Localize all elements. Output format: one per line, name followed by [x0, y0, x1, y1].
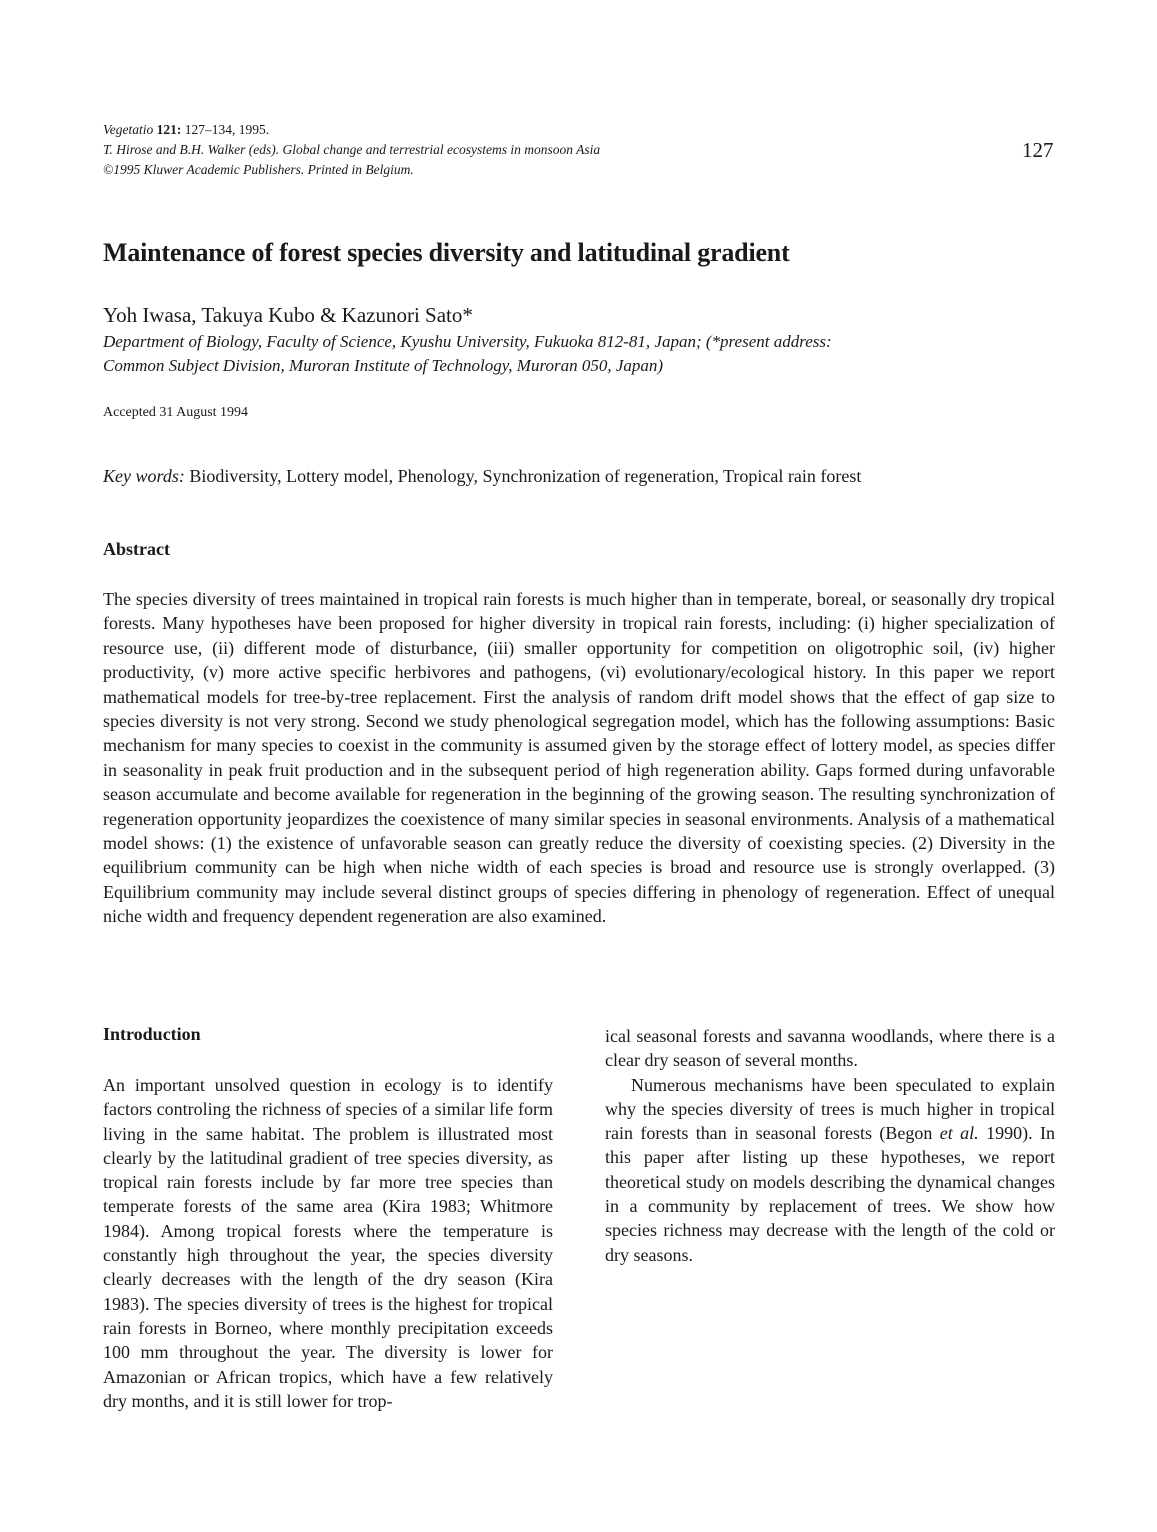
volume: 121: [156, 122, 182, 137]
affiliation-line: Department of Biology, Faculty of Science, Kyushu University, Fukuoka 812-81, Japan; (*present address: [103, 332, 832, 351]
keywords [103, 466, 1063, 487]
introduction-paragraph [605, 1073, 1055, 1267]
paragraph-text: Numerous mechanisms have been speculated to explain why the species diversity of trees is much higher in tropical rain forests than in seasonal forests (Begon [605, 1074, 1055, 1144]
affiliation [103, 330, 1063, 378]
abstract-heading: Abstract [103, 539, 170, 559]
introduction-paragraph: ical seasonal forests and savanna woodlands, where there is a clear dry season of several months. [605, 1026, 1055, 1071]
page-number: 127 [1022, 138, 1054, 162]
pages-year: 127–134, 1995. [181, 122, 270, 137]
keywords-label: Key words: [103, 466, 185, 486]
introduction-heading: Introduction [103, 1024, 201, 1044]
editors-line: T. Hirose and B.H. Walker (eds). Global change and terrestrial ecosystems in monsoon Asia [103, 142, 601, 157]
copyright-line: ©1995 Kluwer Academic Publishers. Printed in Belgium. [103, 162, 414, 177]
citation-line [103, 120, 600, 140]
introduction-left-column: An important unsolved question in ecology is to identify factors controling the richness of species of a similar life form living in the same habitat. The problem is illustrated most clearly by the latitudinal gradient of tree species diversity, as tropical rain forests include by far more tree species than temperate forests of the same area (Kira 1983; Whitmore 1984). Among tropical forests where the temperature is constantly high throughout the year, the species diversity clearly decreases with the length of the dry season (Kira 1983). The species diversity of trees is the highest for tropical rain forests in Borneo, where monthly precipitation exceeds 100 mm throughout the year. The diversity is lower for Amazonian or African tropics, which have a few relatively dry months, and it is still lower for trop- [103, 1075, 553, 1411]
authors: Yoh Iwasa, Takuya Kubo & Kazunori Sato* [103, 303, 473, 327]
abstract-text: The species diversity of trees maintained in tropical rain forests is much higher than in temperate, boreal, or seasonally dry tropical forests. Many hypotheses have been proposed for higher diversity in tropical rain forests, including: (i) higher specialization of resource use, (ii) different mode of disturbance, (iii) smaller opportunity for competition on oligotrophic soil, (iv) higher productivity, (v) more active specific herbivores and pathogens, (vi) evolutionary/ecological history. In this paper we report mathematical models for tree-by-tree replacement. First the analysis of random drift model shows that the effect of gap size to species diversity is not very strong. Second we study phenological segregation model, which has the following assumptions: Basic mechanism for many species to coexist in the community is assumed given by the storage effect of lottery model, as species differ in seasonality in peak fruit production and in the subsequent period of high regeneration ability. Gaps formed during unfavorable season accumulate and become available for regeneration in the beginning of the growing season. The resulting synchronization of regeneration opportunity jeopardizes the coexistence of many similar species in seasonal environments. Analysis of a mathematical model shows: (1) the existence of unfavorable season can greatly reduce the diversity of coexisting species. (2) Diversity in the equilibrium community can be high when niche width of each species is broad and resource use is strongly overlapped. (3) Equilibrium community may include several distinct groups of species differing in phenology of regeneration. Effect of unequal niche width and frequency dependent regeneration are also examined. [103, 589, 1055, 927]
paragraph-text: 1990). In this paper after listing up these hypotheses, we report theoretical study on models describing the dynamical changes in a community by replacement of trees. We show how species richness may decrease with the length of the cold or dry seasons. [605, 1123, 1055, 1265]
keywords-text: Biodiversity, Lottery model, Phenology, Synchronization of regeneration, Tropical rain forest [184, 466, 862, 486]
accepted-date: Accepted 31 August 1994 [103, 405, 249, 420]
journal-header [103, 120, 600, 180]
affiliation-line: Common Subject Division, Muroran Institute of Technology, Muroran 050, Japan) [103, 356, 664, 375]
journal-name: Vegetatio [103, 122, 154, 137]
introduction-right-column [605, 1024, 1055, 1267]
et-al: et al. [939, 1123, 979, 1144]
paper-title: Maintenance of forest species diversity and latitudinal gradient [103, 238, 790, 267]
